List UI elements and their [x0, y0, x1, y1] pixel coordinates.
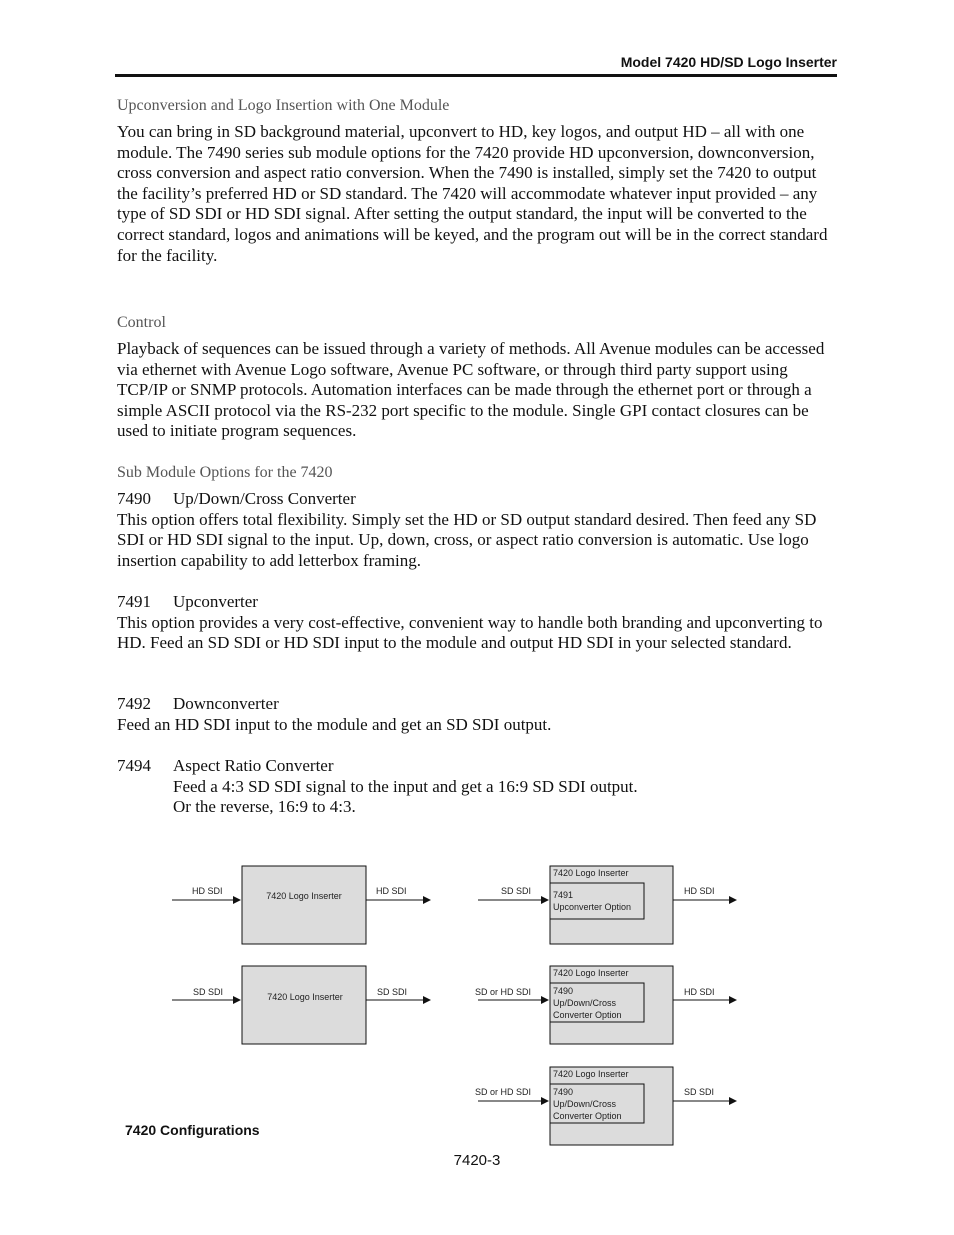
input-label: SD or HD SDI — [475, 1087, 532, 1097]
output-label: HD SDI — [684, 987, 715, 997]
option-name: Downconverter — [173, 694, 279, 713]
config-sd-in-sd-out — [172, 966, 430, 1044]
box-label: 7420 Logo Inserter — [553, 868, 629, 878]
sub-module-box — [550, 883, 644, 919]
sub-module-name-2: Converter Option — [553, 1010, 622, 1020]
sub-module-name: Upconverter Option — [553, 902, 632, 912]
config-converter-hd-out — [475, 966, 736, 1044]
box-label: 7420 Logo Inserter — [266, 891, 342, 901]
sub-module-number: 7490 — [553, 986, 574, 996]
input-label: SD SDI — [193, 987, 224, 997]
output-label: SD SDI — [684, 1087, 715, 1097]
option-description: Feed an HD SDI input to the module and get an SD SDI output. — [117, 714, 552, 734]
output-label: HD SDI — [684, 886, 715, 896]
option-name: Up/Down/Cross Converter — [173, 489, 356, 508]
config-converter-sd-out — [475, 1067, 736, 1145]
config-hd-in-hd-out — [172, 866, 430, 944]
page-number: 7420-3 — [453, 1152, 501, 1169]
logo-inserter-box — [242, 966, 366, 1044]
option-description: This option offers total flexibility. Simply set the HD or SD output standard desired. Then feed any SD SDI or HD SDI signal to the input. Up, down, cross, or aspect ratio conversion is automatic. Use logo insertion capability to add letterbox framing. — [117, 509, 817, 570]
section-heading-upconversion: Upconversion and Logo Insertion with One Module — [117, 97, 450, 114]
header-title: Model 7420 HD/SD Logo Inserter — [620, 54, 837, 70]
option-number: 7494 — [117, 756, 151, 775]
option-number: 7490 — [117, 489, 151, 508]
sub-module-name-2: Converter Option — [553, 1111, 622, 1121]
input-label: SD or HD SDI — [475, 987, 532, 997]
option-name: Upconverter — [173, 592, 258, 611]
diagram-caption: 7420 Configurations — [125, 1122, 260, 1138]
option-name: Aspect Ratio Converter — [173, 756, 334, 775]
section-heading-submodules: Sub Module Options for the 7420 — [117, 464, 333, 481]
box-label: 7420 Logo Inserter — [553, 1069, 629, 1079]
config-upconverter — [478, 866, 736, 944]
sub-module-name: Up/Down/Cross — [553, 998, 617, 1008]
box-label: 7420 Logo Inserter — [267, 992, 343, 1002]
box-label: 7420 Logo Inserter — [553, 968, 629, 978]
logo-inserter-box — [242, 866, 366, 944]
option-description: Feed a 4:3 SD SDI signal to the input and get a 16:9 SD SDI output. — [173, 776, 638, 796]
option-description: This option provides a very cost-effective, convenient way to handle both branding and upconverting to HD. Feed an SD SDI or HD SDI input to the module and output HD SDI in your selected standard. — [117, 612, 823, 653]
sub-module-number: 7491 — [553, 890, 574, 900]
paragraph-upconversion: You can bring in SD background material, upconvert to HD, key logos, and output HD – all with one module. The 7490 series sub module options for the 7420 provide HD upconversion, downconversion, cross conversion and aspect ratio conversion. When the 7490 is installed, simply set the 7420 to output the facility’s preferred HD or SD standard. The 7420 will accommodate whatever input provided – any type of SD SDI or HD SDI signal. After setting the output standard, the input will be converted to the correct standard, logos and animations will be keyed, and the program out will be in the correct standard for the facility. — [117, 122, 828, 265]
sub-module-number: 7490 — [553, 1087, 574, 1097]
option-number: 7491 — [117, 592, 151, 611]
input-label: HD SDI — [192, 886, 223, 896]
paragraph-control: Playback of sequences can be issued through a variety of methods. All Avenue modules can be accessed via ethernet with Avenue Logo software, Avenue PC software, or through third party support using TCP/IP or SNMP protocols. Automation interfaces can be made through the ethernet port or through a simple ASCII protocol via the RS-232 port specific to the module. Single GPI contact closures can be used to initiate program sequences. — [117, 339, 825, 441]
output-label: HD SDI — [376, 886, 407, 896]
section-heading-control: Control — [117, 314, 166, 331]
option-description-2: Or the reverse, 16:9 to 4:3. — [173, 797, 356, 817]
sub-module-name: Up/Down/Cross — [553, 1099, 617, 1109]
option-number: 7492 — [117, 694, 151, 713]
output-label: SD SDI — [377, 987, 408, 997]
input-label: SD SDI — [501, 886, 532, 896]
